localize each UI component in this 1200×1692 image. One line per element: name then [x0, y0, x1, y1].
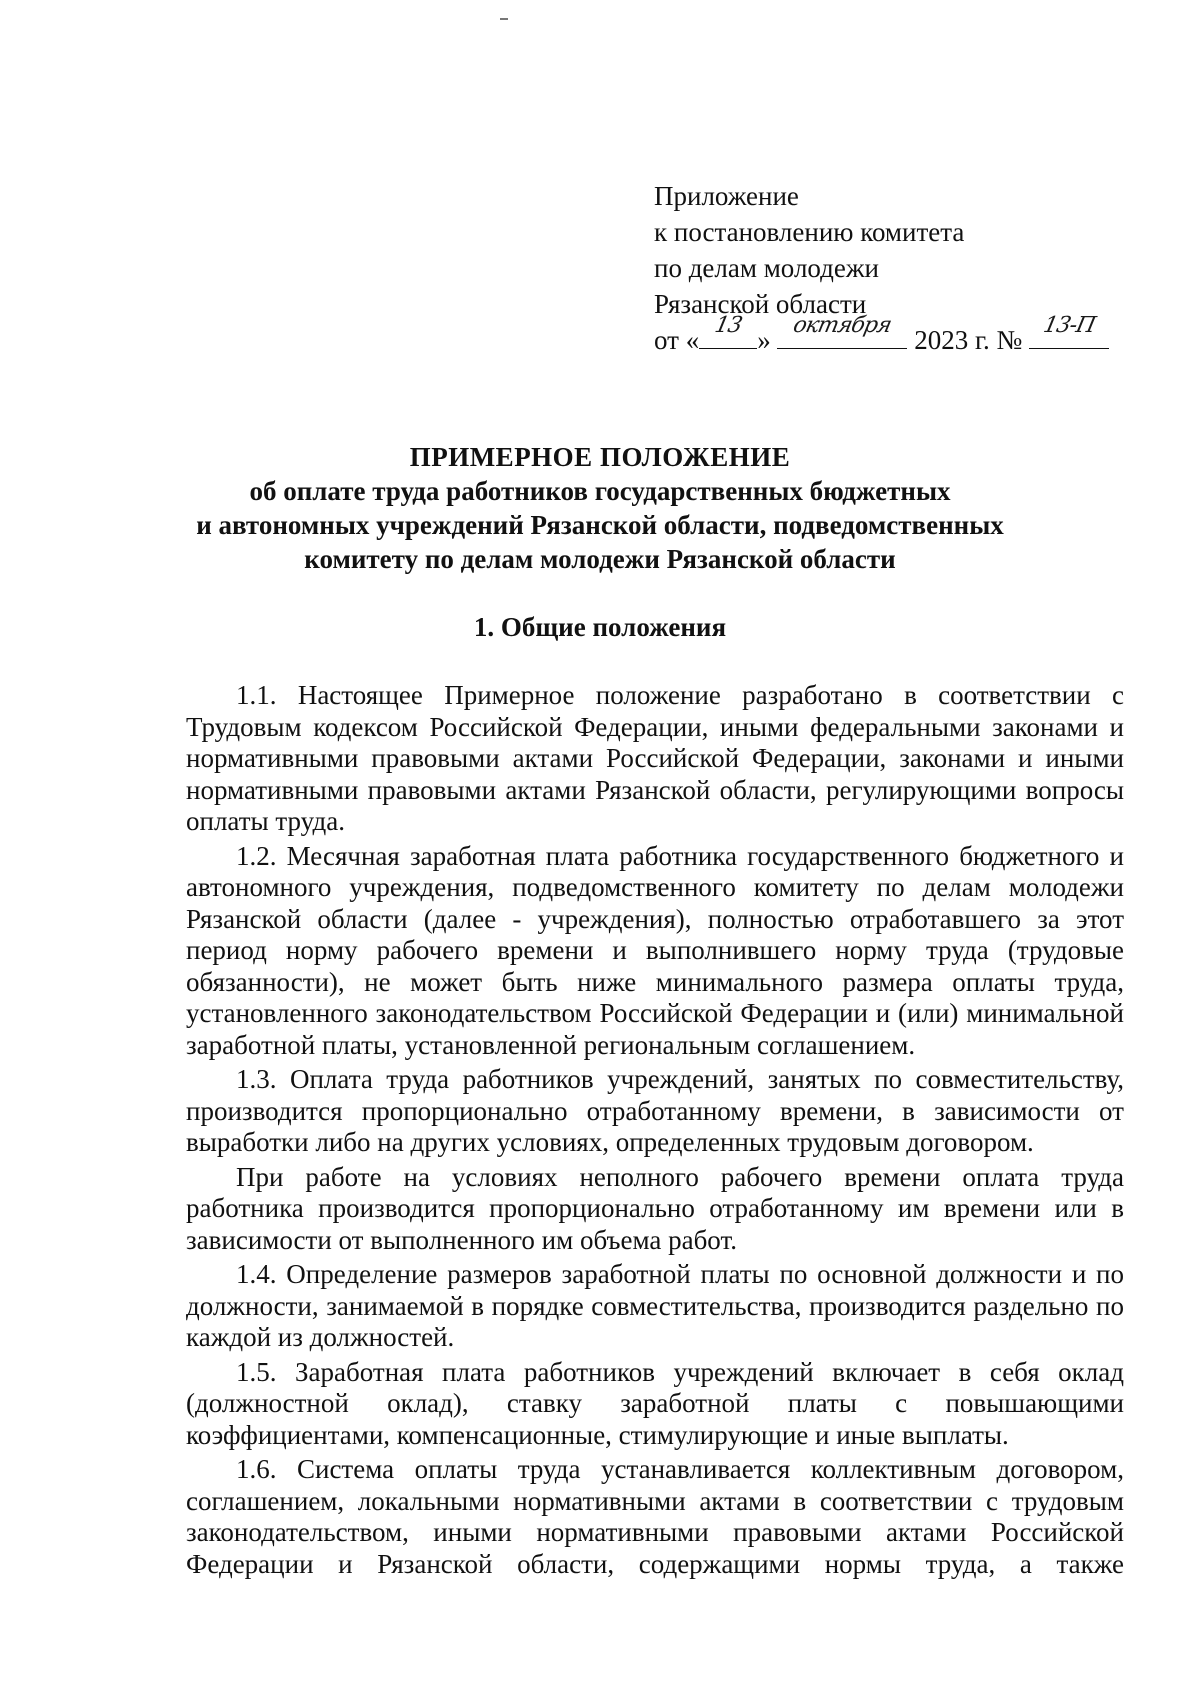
day-field — [699, 313, 757, 349]
resolution-date-line — [654, 313, 1109, 358]
appendix-line: по делам молодежи — [654, 253, 879, 283]
appendix-header — [654, 178, 1109, 358]
paragraph: 1.2. Месячная заработная плата работника государственного бюджетного и автономного учреждения, подведомственного комитету по делам молодежи Рязанской области (далее - учреждения), полностью отработавшего за этот период норму рабочего времени и выполнившего норму труда (трудовые обязанности), не может быть ниже минимального размера оплаты труда, установленного законодательством Российской Федерации и (или) минимальной заработной платы, установленной региональным соглашением. — [186, 840, 1124, 1060]
scan-mark — [500, 18, 508, 20]
document-body — [186, 680, 1124, 1583]
paragraph: 1.5. Заработная плата работников учреждений включает в себя оклад (должностной оклад), ставку заработной платы с повышающими коэффициентами, компенсационные, стимулирующие и иные выплаты. — [186, 1356, 1124, 1450]
paragraph: 1.3. Оплата труда работников учреждений, занятых по совместительству, производится пропорционально отработанному времени, в зависимости от выработки либо на других условиях, определенных трудовым договором. — [186, 1064, 1124, 1157]
paragraph: 1.6. Система оплаты труда устанавливается коллективным договором, соглашением, локальными нормативными актами в соответствии с трудовым законодательством, иными нормативными правовыми актами Российской Федерации и Рязанской области, содержащими нормы труда, а также — [186, 1454, 1124, 1579]
month-field — [777, 313, 907, 349]
appendix-line: к постановлению комитета — [654, 217, 965, 247]
title-subtitle-line: комитету по делам молодежи Рязанской области — [304, 544, 896, 574]
title-subtitle-line: и автономных учреждений Рязанской области, подведомственных — [196, 510, 1004, 540]
title-subtitle-line: об оплате труда работников государственных бюджетных — [249, 476, 951, 506]
date-prefix: от « — [654, 325, 700, 355]
paragraph: 1.4. Определение размеров заработной платы по основной должности и по должности, занимаемой в порядке совместительства, производится раздельно по каждой из должностей. — [186, 1259, 1124, 1352]
year-text: 2023 г. № — [914, 325, 1023, 355]
handwritten-day: 13 — [712, 313, 744, 338]
document-title — [0, 440, 1200, 576]
date-mid: » — [757, 325, 771, 355]
paragraph: При работе на условиях неполного рабочего времени оплата труда работника производится пропорционально отработанному им времени или в зависимости от выполненного им объема работ. — [186, 1161, 1124, 1255]
handwritten-month: октября — [791, 313, 894, 338]
section-heading: 1. Общие положения — [473, 612, 727, 642]
appendix-line: Приложение — [654, 181, 799, 211]
handwritten-number: 13-П — [1041, 313, 1098, 338]
appendix-line: Рязанской области — [654, 289, 867, 319]
number-field — [1029, 313, 1109, 349]
title-main: ПРИМЕРНОЕ ПОЛОЖЕНИЕ — [409, 442, 791, 472]
paragraph: 1.1. Настоящее Примерное положение разработано в соответствии с Трудовым кодексом Российской Федерации, иными федеральными законами и нормативными правовыми актами Российской Федерации, законами и иными нормативными правовыми актами Рязанской области, регулирующими вопросы оплаты труда. — [186, 680, 1124, 836]
